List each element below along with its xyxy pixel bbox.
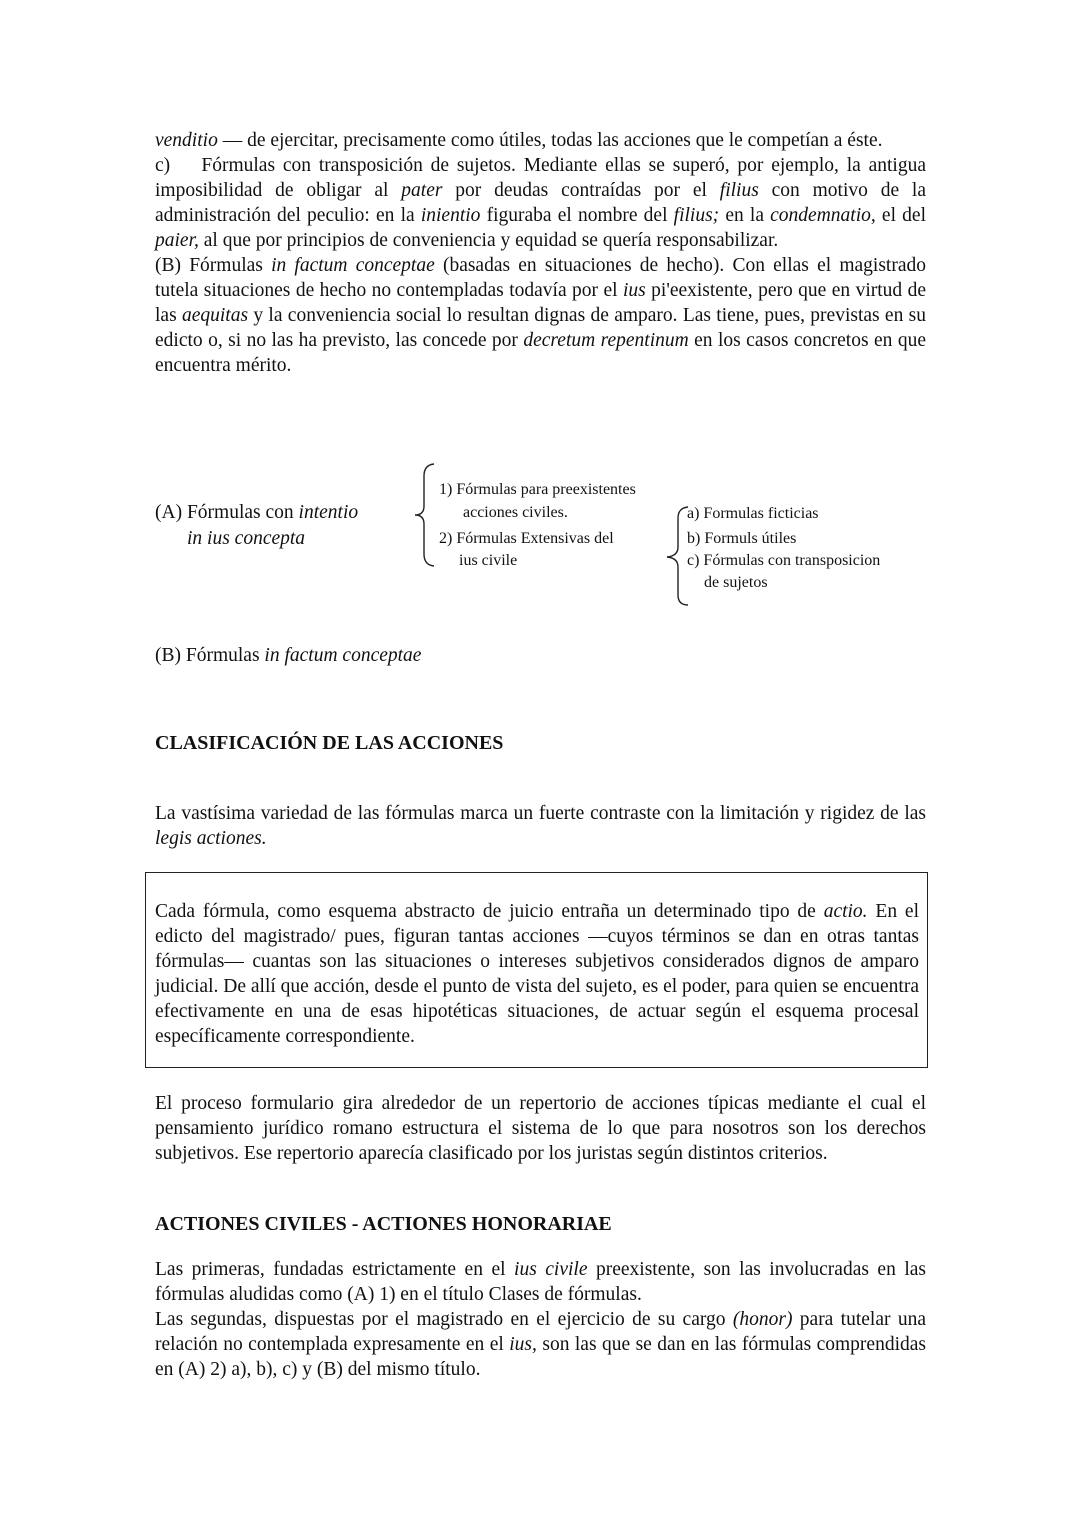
text-span: En el edicto del magistrado/ pues, figuran tantas acciones —cuyos términos se dan en otras tantas fórmulas— cuantas son las situaciones o intereses subjetivos considerados dignos de amparo judicial. De allí que acción, desde el punto de vista del sujeto, es el poder, para quien se encuentra efectivamente en una de esas hipotéticas situaciones, de actuar según el esquema procesal específicamente correspondiente. bbox=[155, 901, 919, 1047]
diagram-sub-a: a) Formulas ficticias bbox=[687, 505, 819, 522]
diagram-sub-c: c) Fórmulas con transposicion bbox=[687, 552, 881, 569]
text-span: Las segundas, dispuestas por el magistrado en el ejercicio de su cargo bbox=[155, 1309, 733, 1330]
term-aequitas: aequitas bbox=[181, 305, 249, 326]
text-span: pi'eexistente, pero que en virtud de las bbox=[155, 280, 926, 326]
boxed-definition-text bbox=[155, 899, 919, 1049]
term-ius-civile: ius civile bbox=[514, 1259, 588, 1280]
text-span: para tutelar una relación no contemplada expresamente en el bbox=[155, 1309, 926, 1355]
text-span: El proceso formulario gira alrededor de un repertorio de acciones típicas mediante el cual el pensamiento jurídico romano estructura el sistema de lo que para nosotros son los derechos subjetivos. Ese repertorio aparecía clasificado por los juristas según distintos criterios. bbox=[155, 1093, 926, 1164]
term-intentio: intentio bbox=[298, 502, 359, 523]
term-legis-actiones: legis actiones. bbox=[155, 828, 267, 849]
diagram-sub-c-line2: de sujetos bbox=[704, 574, 768, 591]
term-filius: filius; bbox=[673, 205, 720, 226]
section-heading: ACTIONES CIVILES - ACTIONES HONORARIAE bbox=[155, 1213, 612, 1235]
top-text-block bbox=[155, 128, 926, 378]
term-venditio: venditio bbox=[155, 130, 218, 151]
paragraph-primeras bbox=[155, 1257, 926, 1307]
term-in-factum-conceptae: in factum conceptae bbox=[271, 255, 435, 276]
text-span: en la bbox=[719, 205, 771, 226]
diagram-item-2-line2: ius civile bbox=[459, 552, 518, 569]
term-decretum-repentinum: decretum repentinum bbox=[523, 330, 689, 351]
text-span: (A) Fórmulas con bbox=[155, 502, 299, 523]
text-span: el del bbox=[875, 205, 926, 226]
diagram-item-2: 2) Fórmulas Extensivas del bbox=[439, 530, 614, 547]
term-in-factum-conceptae: in factum conceptae bbox=[264, 645, 422, 666]
paragraph-proceso-formulario bbox=[155, 1091, 926, 1166]
paragraph-item-c bbox=[155, 153, 926, 253]
section-heading: CLASIFICACIÓN DE LAS ACCIONES bbox=[155, 732, 504, 754]
text-span: en los casos concretos en que encuentra mérito. bbox=[155, 330, 926, 376]
term-inientio: inientio bbox=[420, 205, 481, 226]
diagram-b-label bbox=[155, 643, 421, 668]
term-filius: filius bbox=[719, 180, 759, 201]
text-span: c) Fórmulas con transposición de sujetos. Mediante ellas se superó, por ejemplo, la antigua imposibilidad de obligar al bbox=[155, 155, 926, 201]
diagram-a-label-line2: in ius concepta bbox=[187, 528, 306, 549]
text-span: (B) Fórmulas bbox=[155, 645, 265, 666]
text-span: Las primeras, fundadas estrictamente en el bbox=[155, 1259, 515, 1280]
term-condemnatio: condemnatio, bbox=[770, 205, 876, 226]
left-brace-icon bbox=[412, 462, 436, 568]
term-honor: (honor) bbox=[732, 1309, 793, 1330]
term-actio: actio. bbox=[823, 901, 868, 922]
paragraph-item-b bbox=[155, 253, 926, 378]
text-span: — de ejercitar, precisamente como útiles, todas las acciones que le competían a éste. bbox=[217, 130, 883, 151]
diagram-item-1: 1) Fórmulas para preexistentes bbox=[439, 481, 636, 498]
text-span: Cada fórmula, como esquema abstracto de juicio entraña un determinado tipo de bbox=[155, 901, 824, 922]
diagram-item-1-line2: acciones civiles. bbox=[463, 504, 568, 521]
text-span: La vastísima variedad de las fórmulas marca un fuerte contraste con la limitación y rigidez de las bbox=[155, 803, 926, 824]
section-clasificacion bbox=[155, 730, 926, 756]
paragraph-segundas bbox=[155, 1307, 926, 1382]
text-span: al que por principios de conveniencia y equidad se quería responsabilizar. bbox=[198, 230, 779, 251]
term-pater: pater bbox=[401, 180, 443, 201]
section-actiones-body bbox=[155, 1257, 926, 1382]
text-span: y la conveniencia social lo resultan dignas de amparo. Las tiene, pues, previstas en su edicto o, si no las ha previsto, las concede por bbox=[155, 305, 926, 351]
text-span: son las que se dan en las fórmulas comprendidas en (A) 2) a), b), c) y (B) del mismo título. bbox=[155, 1334, 926, 1380]
diagram-a-label bbox=[155, 500, 358, 525]
term-paier: paier, bbox=[155, 230, 199, 251]
section-actiones bbox=[155, 1211, 926, 1237]
diagram-sub-b: b) Formuls útiles bbox=[687, 530, 797, 547]
text-span: preexistente, son las involucradas en las fórmulas aludidas como (A) 1) en el título Clases de fórmulas. bbox=[155, 1259, 926, 1305]
text-span: con motivo de la administración del peculio: en la bbox=[155, 180, 926, 226]
paragraph-venditio bbox=[155, 128, 926, 153]
term-ius: ius, bbox=[509, 1334, 537, 1355]
term-ius: ius bbox=[622, 280, 646, 301]
text-span: figuraba el nombre del bbox=[480, 205, 674, 226]
text-span: (basadas en situaciones de hecho). Con ellas el magistrado tutela situaciones de hecho no contempladas todavía por el bbox=[155, 255, 927, 301]
text-span: (B) Fórmulas bbox=[155, 255, 272, 276]
paragraph-variedad bbox=[155, 801, 926, 851]
text-span: por deudas contraídas por el bbox=[442, 180, 720, 201]
